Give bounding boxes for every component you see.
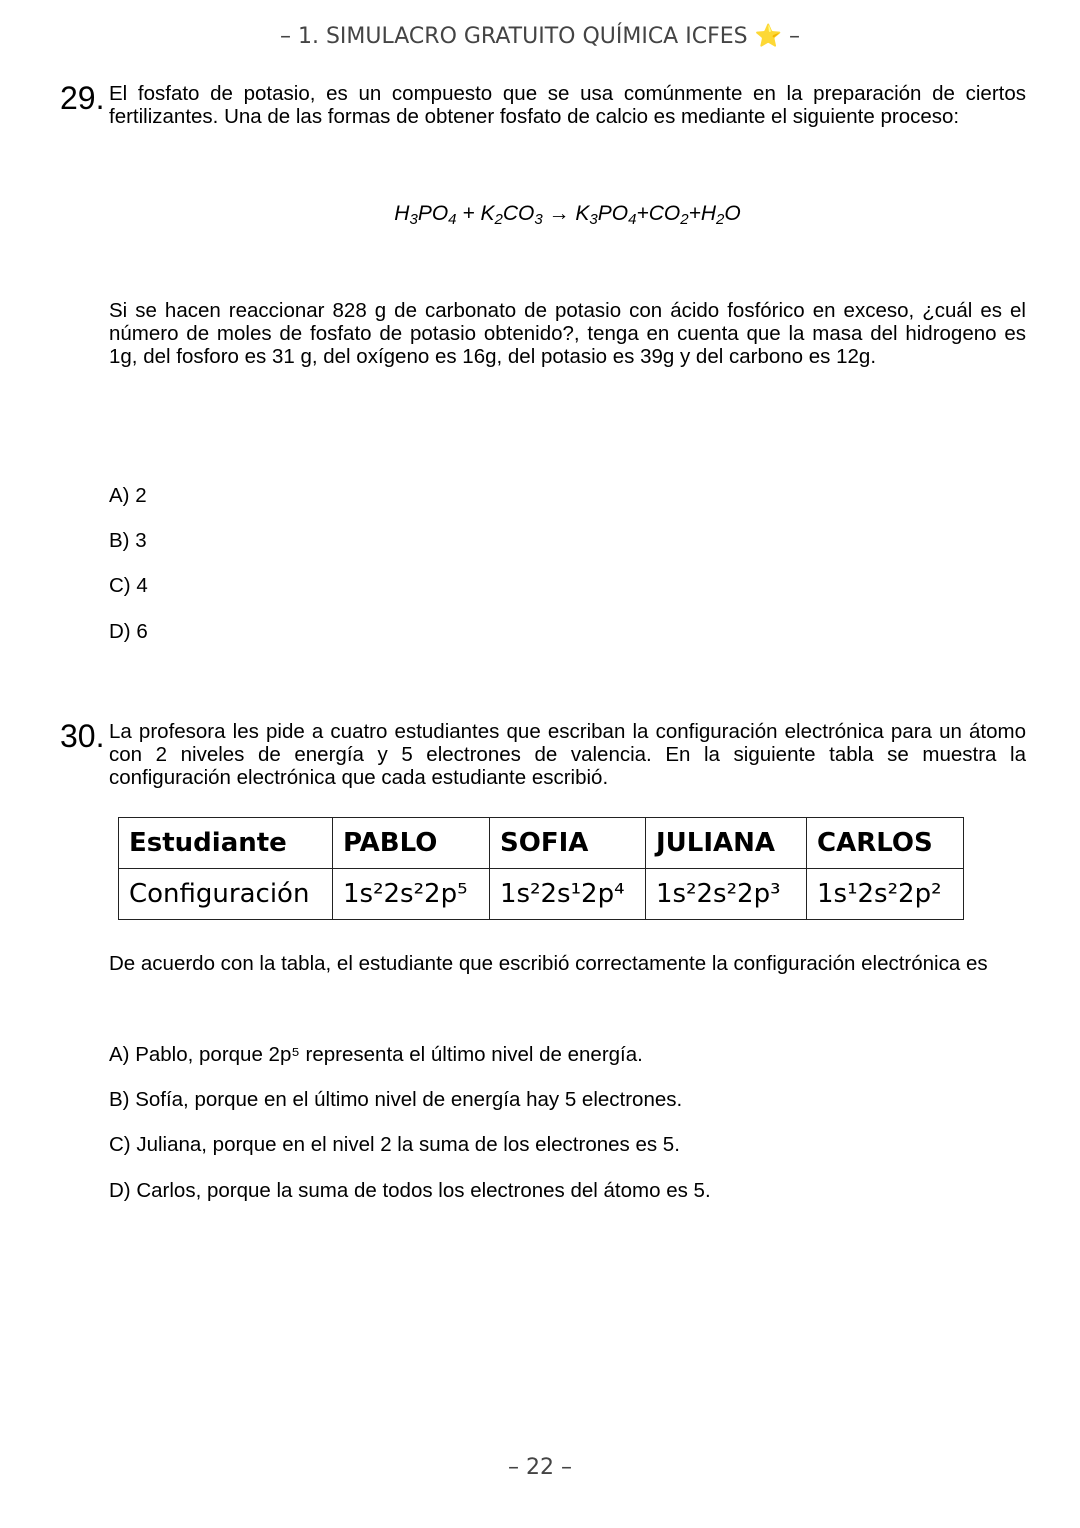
question-30-prompt — [60, 952, 1026, 975]
page-number: – 22 – — [508, 1455, 572, 1480]
question-intro: La profesora les pide a cuatro estudiantes que escriban la configuración electrónica para un átomo con 2 niveles de energía y 5 electrones de valencia. En la siguiente tabla se muestra la configuración electrónica que cada estudiante escribió. — [109, 720, 1026, 789]
option-a[interactable]: A) Pablo, porque 2p⁵ representa el último nivel de energía. — [109, 1043, 643, 1066]
table-header-cell: Estudiante — [119, 818, 333, 869]
table-cell: 1s²2s¹2p⁴ — [490, 869, 646, 920]
page-header — [0, 24, 1080, 49]
table-header-cell: SOFIA — [490, 818, 646, 869]
option-c[interactable]: C) Juliana, porque en el nivel 2 la suma de los electrones es 5. — [109, 1133, 680, 1156]
question-text: Si se hacen reaccionar 828 g de carbonato de potasio con ácido fosfórico en exceso, ¿cuál es el número de moles de fosfato de potasio obtenido?, tenga en cuenta que la masa del hidrogeno es 1g, del fosforo es 31 g, del oxígeno es 16g, del potasio es 39g y del carbono es 12g. — [109, 299, 1026, 368]
question-text: De acuerdo con la tabla, el estudiante que escribió correctamente la configuración electrónica es — [109, 952, 988, 975]
configuration-table — [118, 817, 964, 920]
question-intro: El fosfato de potasio, es un compuesto que se usa comúnmente en la preparación de ciertos fertilizantes. Una de las formas de obtener fosfato de calcio es mediante el siguiente proceso: — [109, 82, 1026, 128]
table-header-cell: JULIANA — [646, 818, 807, 869]
options-29 — [60, 484, 1026, 643]
equation-text: $H_3PO_4 + K_2CO_3 \to K_3PO_4+CO_2+H_2O$ — [394, 202, 741, 228]
question-29 — [60, 82, 1026, 128]
question-30 — [60, 720, 1026, 789]
question-29-prompt — [60, 299, 1026, 368]
star-icon: ⭐ — [754, 24, 782, 49]
option-b[interactable]: B) 3 — [109, 529, 147, 552]
table-row — [119, 869, 964, 920]
question-number: 29. — [60, 80, 105, 116]
chemical-equation-block — [60, 202, 1026, 226]
table-cell: 1s¹2s²2p² — [807, 869, 964, 920]
header-title: – 1. SIMULACRO GRATUITO QUÍMICA ICFES — [279, 24, 748, 49]
header-suffix: – — [789, 24, 800, 49]
chemical-equation — [109, 202, 1026, 226]
option-d[interactable]: D) 6 — [109, 620, 148, 643]
option-b[interactable]: B) Sofía, porque en el último nivel de energía hay 5 electrones. — [109, 1088, 683, 1111]
table-header-cell: PABLO — [333, 818, 490, 869]
option-d[interactable]: D) Carlos, porque la suma de todos los electrones del átomo es 5. — [109, 1179, 711, 1202]
option-c[interactable]: C) 4 — [109, 574, 148, 597]
option-a[interactable]: A) 2 — [109, 484, 147, 507]
table-cell: 1s²2s²2p³ — [646, 869, 807, 920]
table-header-cell: CARLOS — [807, 818, 964, 869]
table-row-label: Configuración — [119, 869, 333, 920]
table-cell: 1s²2s²2p⁵ — [333, 869, 490, 920]
question-number: 30. — [60, 718, 105, 754]
options-30 — [60, 1043, 1026, 1202]
table-header-row — [119, 818, 964, 869]
